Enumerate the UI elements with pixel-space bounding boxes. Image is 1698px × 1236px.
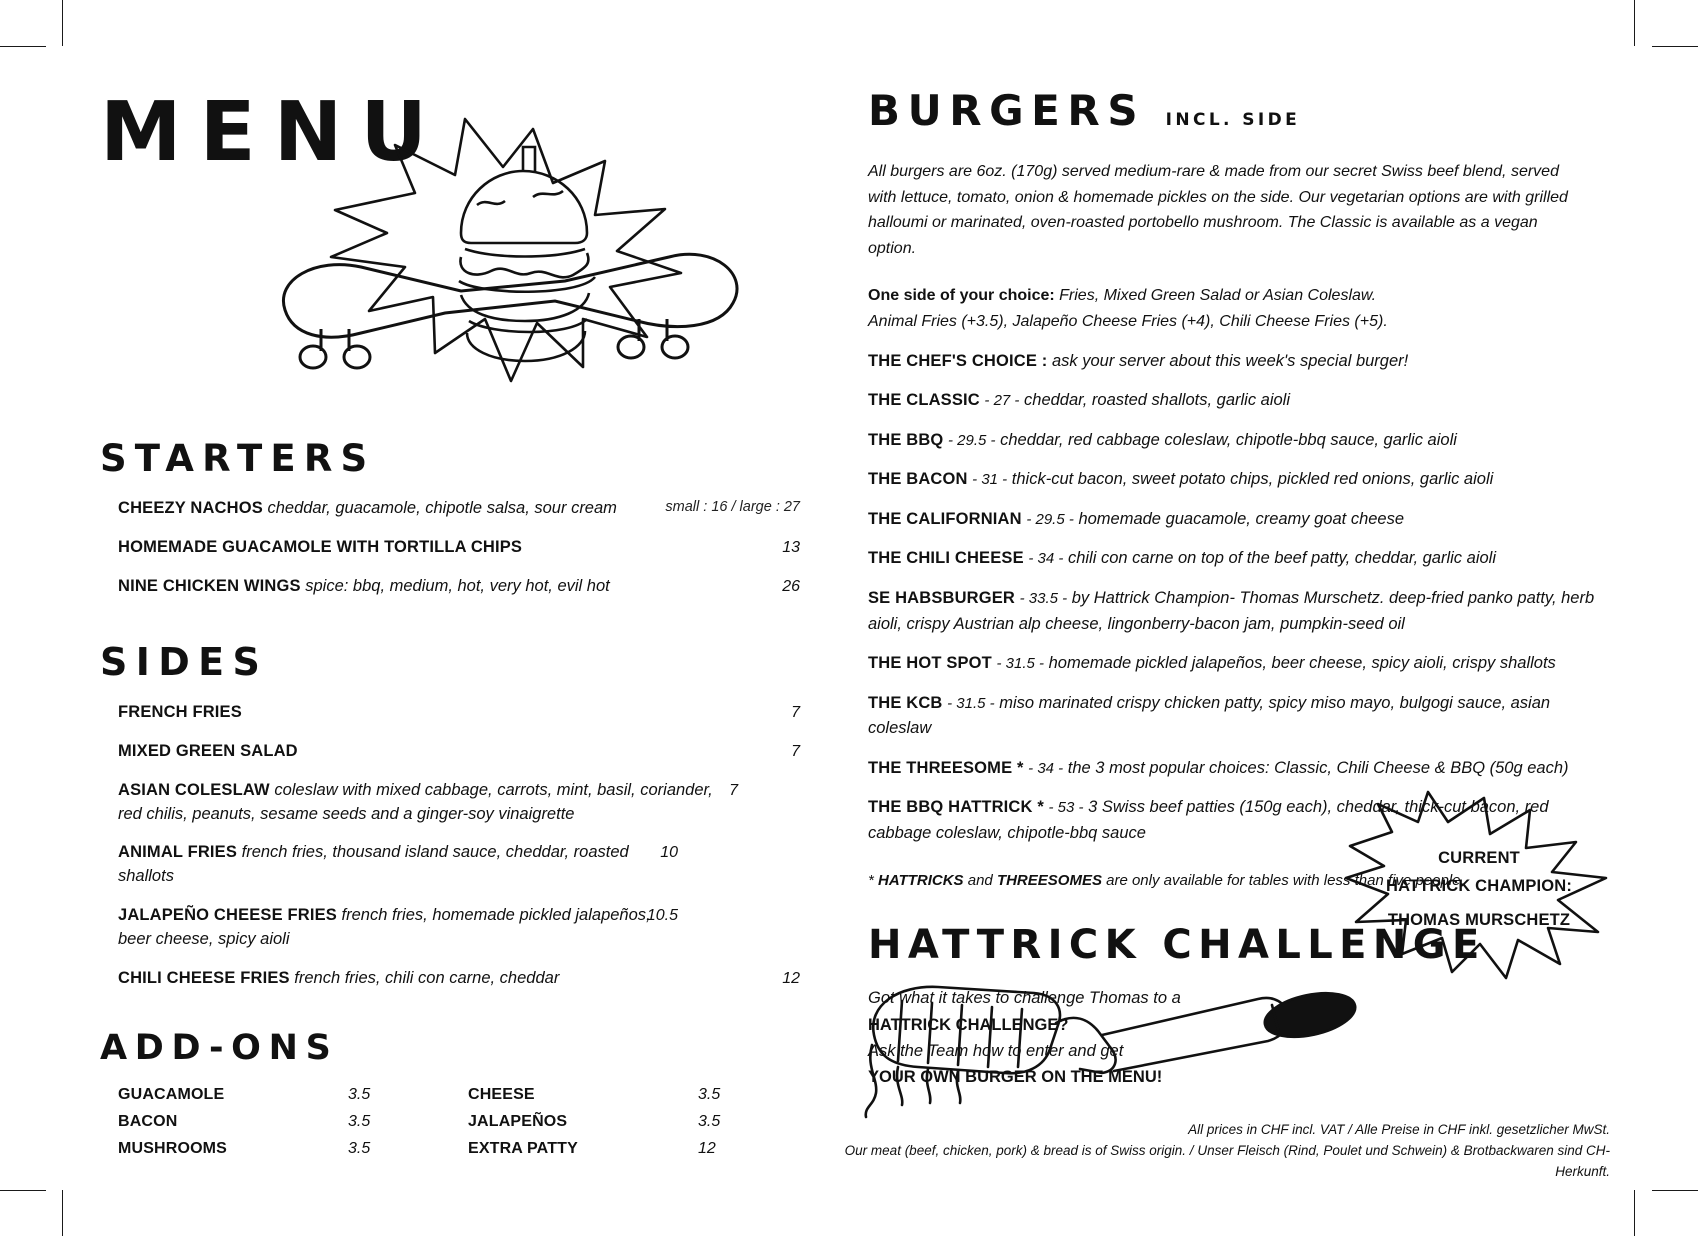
crop-mark-top-right-h: [1652, 46, 1698, 47]
burgers-heading: BURGERS: [868, 86, 1146, 135]
addon-price: 3.5: [348, 1086, 371, 1104]
hattrick-line-2: HATTRICK CHALLENGE?: [868, 1015, 1069, 1034]
starters-heading: STARTERS: [100, 437, 376, 480]
note-suffix: are only available for tables with less than five people.: [1101, 872, 1465, 890]
list-item: [100, 701, 800, 725]
burger-name: THE THREESOME *: [868, 758, 1024, 777]
addon-cell: [468, 1086, 818, 1104]
champion-text: [1344, 844, 1614, 934]
burger-desc: 3 Swiss beef patties (150g each), cheddar, thick-cut bacon, red cabbage coleslaw, chipotle-bbq sauce: [868, 798, 1549, 842]
item-price: 7: [791, 703, 800, 721]
burger-desc: miso marinated crispy chicken patty, spicy miso mayo, bulgogi sauce, asian coleslaw: [868, 693, 1551, 738]
champion-name: THOMAS MURSCHETZ: [1387, 911, 1571, 930]
item-desc: coleslaw with mixed cabbage, carrots, mint, basil, coriander, red chilis, peanuts, sesame seeds and a ginger-soy vinaigrette: [118, 780, 713, 823]
burger-item: [868, 349, 1598, 375]
burger-item: [868, 467, 1598, 493]
burger-desc: cheddar, red cabbage coleslaw, chipotle-bbq sauce, garlic aioli: [1000, 430, 1457, 449]
hattrick-line-4: YOUR OWN BURGER ON THE MENU!: [868, 1067, 1163, 1086]
item-desc: french fries, chili con carne, cheddar: [294, 969, 560, 988]
addon-name: BACON: [118, 1113, 178, 1131]
champion-starburst: [1344, 786, 1614, 991]
item-desc: french fries, thousand island sauce, cheddar, roasted shallots: [118, 843, 629, 886]
burger-desc: ask your server about this week's special burger!: [1052, 351, 1409, 370]
burger-desc: by Hattrick Champion- Thomas Murschetz. deep-fried panko patty, herb aioli, crispy Austrian alp cheese, lingonberry-bacon jam, pumpkin-seed oil: [868, 588, 1595, 633]
burger-price: - 31.5 -: [996, 655, 1045, 673]
addon-price: 12: [698, 1140, 716, 1158]
note-bold-threesomes: THREESOMES: [996, 872, 1102, 890]
burger-item: [868, 756, 1598, 782]
note-mid: and: [963, 872, 997, 890]
note-prefix: *: [868, 872, 879, 890]
addon-cell: [118, 1113, 468, 1131]
burger-item: [868, 428, 1598, 454]
addons-section: [100, 1028, 800, 1158]
burger-desc: the 3 most popular choices: Classic, Chili Cheese & BBQ (50g each): [1067, 758, 1569, 777]
crop-mark-bottom-left-h: [0, 1190, 46, 1191]
list-item: [100, 904, 678, 952]
item-name: MIXED GREEN SALAD: [118, 741, 298, 760]
side-choice-text: Fries, Mixed Green Salad or Asian Coleslaw.: [1054, 287, 1377, 305]
addons-heading: ADD-ONS: [100, 1028, 339, 1069]
list-item: [100, 497, 800, 521]
item-name: HOMEMADE GUACAMOLE WITH TORTILLA CHIPS: [118, 537, 523, 556]
side-choice-block: [868, 283, 1568, 334]
note-bold-hattricks: HATTRICKS: [878, 872, 964, 890]
crop-mark-bottom-right-h: [1652, 1190, 1698, 1191]
item-desc: cheddar, guacamole, chipotle salsa, sour cream: [267, 499, 617, 517]
table-row: [118, 1113, 818, 1131]
champion-label-title: HATTRICK CHAMPION:: [1386, 877, 1572, 896]
item-desc: spice: bbq, medium, hot, very hot, evil hot: [305, 576, 610, 595]
burger-price: - 29.5 -: [948, 431, 996, 449]
burger-price: - 34 -: [1028, 550, 1064, 568]
burger-name: THE CHILI CHEESE: [868, 549, 1024, 568]
addon-cell: [118, 1086, 468, 1104]
burger-item: [868, 691, 1598, 742]
item-price: 7: [791, 742, 800, 760]
crop-mark-top-left-h: [0, 46, 46, 47]
footer-line-2: Our meat (beef, chicken, pork) & bread is of Swiss origin. / Unser Fleisch (Rind, Poulet und Schwein) & Brotbackwaren sind CH-Herkunft.: [844, 1142, 1610, 1179]
burger-name: SE HABSBURGER: [868, 588, 1015, 607]
burgers-intro: All burgers are 6oz. (170g) served medium-rare & made from our secret Swiss beef blend, served with lettuce, tomato, onion & homemade pickles on the side. Our vegetarian options are with grilled halloumi or marinated, oven-roasted portobello mushroom. The Classic is available as a vegan option.: [868, 163, 1568, 257]
burger-item: [868, 546, 1598, 572]
crop-mark-top-left-v: [62, 0, 63, 46]
burger-name: THE BBQ HATTRICK *: [868, 798, 1044, 817]
champion-label-current: CURRENT: [1438, 849, 1520, 867]
addon-name: MUSHROOMS: [118, 1140, 227, 1158]
left-column: [100, 437, 800, 1167]
addon-name: EXTRA PATTY: [468, 1140, 578, 1158]
item-price: 7: [729, 781, 738, 799]
burger-price: - 29.5 -: [1026, 510, 1074, 528]
burgers-header-row: [868, 86, 1608, 135]
burger-desc: cheddar, roasted shallots, garlic aioli: [1024, 391, 1291, 410]
addon-name: CHEESE: [468, 1086, 535, 1104]
crop-mark-top-right-v: [1634, 0, 1635, 46]
sides-heading: SIDES: [100, 639, 269, 684]
burger-name: THE CALIFORNIAN: [868, 509, 1022, 528]
crop-mark-bottom-right-v: [1634, 1190, 1635, 1236]
burger-price: - 31 -: [972, 471, 1008, 489]
item-name: ASIAN COLESLAW: [118, 780, 270, 799]
item-name: CHEEZY NACHOS: [118, 499, 263, 517]
item-name: ANIMAL FRIES: [118, 843, 238, 862]
burger-item: [868, 507, 1598, 533]
addon-price: 3.5: [348, 1140, 371, 1158]
item-name: JALAPEÑO CHEESE FRIES: [118, 906, 337, 925]
footer-line-1: All prices in CHF incl. VAT / Alle Preise in CHF inkl. gesetzlicher MwSt.: [1188, 1122, 1610, 1137]
table-row: [118, 1140, 818, 1158]
addon-name: JALAPEÑOS: [468, 1113, 568, 1131]
item-price: small : 16 / large : 27: [665, 499, 800, 515]
burger-item: [868, 651, 1598, 677]
burger-skateboard-illustration: [265, 105, 785, 415]
burger-item: [868, 388, 1598, 414]
burger-price: - 31.5 -: [947, 694, 995, 712]
burger-price: - 27 -: [984, 392, 1020, 410]
addon-cell: [468, 1140, 818, 1158]
burger-price: - 33.5 -: [1019, 589, 1068, 607]
addon-cell: [118, 1140, 468, 1158]
item-price: 12: [782, 970, 800, 988]
list-item: [100, 536, 800, 560]
item-name: FRENCH FRIES: [118, 702, 242, 721]
burger-name: THE BBQ: [868, 430, 944, 449]
addon-price: 3.5: [698, 1086, 721, 1104]
addon-price: 3.5: [348, 1113, 371, 1131]
side-choice-extra: Animal Fries (+3.5), Jalapeño Cheese Fries (+4), Chili Cheese Fries (+5).: [868, 312, 1388, 330]
item-name: NINE CHICKEN WINGS: [118, 576, 301, 595]
burger-name: THE CHEF'S CHOICE :: [868, 351, 1048, 370]
list-item: [100, 575, 800, 599]
page-title: MENU: [100, 85, 445, 180]
item-price: 13: [782, 538, 800, 556]
burgers-subheading: INCL. SIDE: [1165, 110, 1301, 130]
burger-item: [868, 586, 1598, 637]
burger-price: - 34 -: [1028, 759, 1064, 777]
burger-desc: thick-cut bacon, sweet potato chips, pickled red onions, garlic aioli: [1011, 470, 1494, 489]
burger-name: THE KCB: [868, 693, 943, 712]
addon-price: 3.5: [698, 1113, 721, 1131]
list-item: [100, 779, 738, 827]
burger-price: - 53 -: [1048, 799, 1084, 817]
hattrick-challenge-heading: HATTRICK CHALLENGE: [868, 922, 1486, 969]
item-name: CHILI CHEESE FRIES: [118, 969, 290, 988]
addon-name: GUACAMOLE: [118, 1086, 225, 1104]
starters-section: [100, 437, 800, 599]
burger-name: THE HOT SPOT: [868, 654, 992, 673]
list-item: [100, 967, 800, 991]
sides-section: [100, 639, 800, 991]
addons-grid: [100, 1086, 818, 1158]
burger-name: THE BACON: [868, 470, 968, 489]
burger-desc: homemade pickled jalapeños, beer cheese, spicy aioli, crispy shallots: [1048, 654, 1556, 673]
hattrick-line-3: Ask the Team how to enter and get: [868, 1041, 1124, 1060]
spatula-illustration: [858, 975, 1378, 1125]
item-price: 10.5: [646, 907, 678, 925]
addon-cell: [468, 1113, 818, 1131]
list-item: [100, 841, 678, 889]
table-row: [118, 1086, 818, 1104]
burger-desc: homemade guacamole, creamy goat cheese: [1078, 509, 1405, 528]
item-price: 10: [660, 844, 678, 862]
crop-mark-bottom-left-v: [62, 1190, 63, 1236]
footer-legal: [820, 1120, 1610, 1183]
right-column: [868, 86, 1608, 1090]
burger-name: THE CLASSIC: [868, 391, 980, 410]
side-choice-label: One side of your choice:: [868, 287, 1055, 305]
hattrick-line-1: Got what it takes to challenge Thomas to a: [868, 989, 1181, 1008]
item-price: 26: [782, 577, 800, 595]
item-desc: french fries, homemade pickled jalapeños, beer cheese, spicy aioli: [118, 906, 651, 949]
list-item: [100, 740, 800, 764]
burger-desc: chili con carne on top of the beef patty, cheddar, garlic aioli: [1067, 549, 1496, 568]
